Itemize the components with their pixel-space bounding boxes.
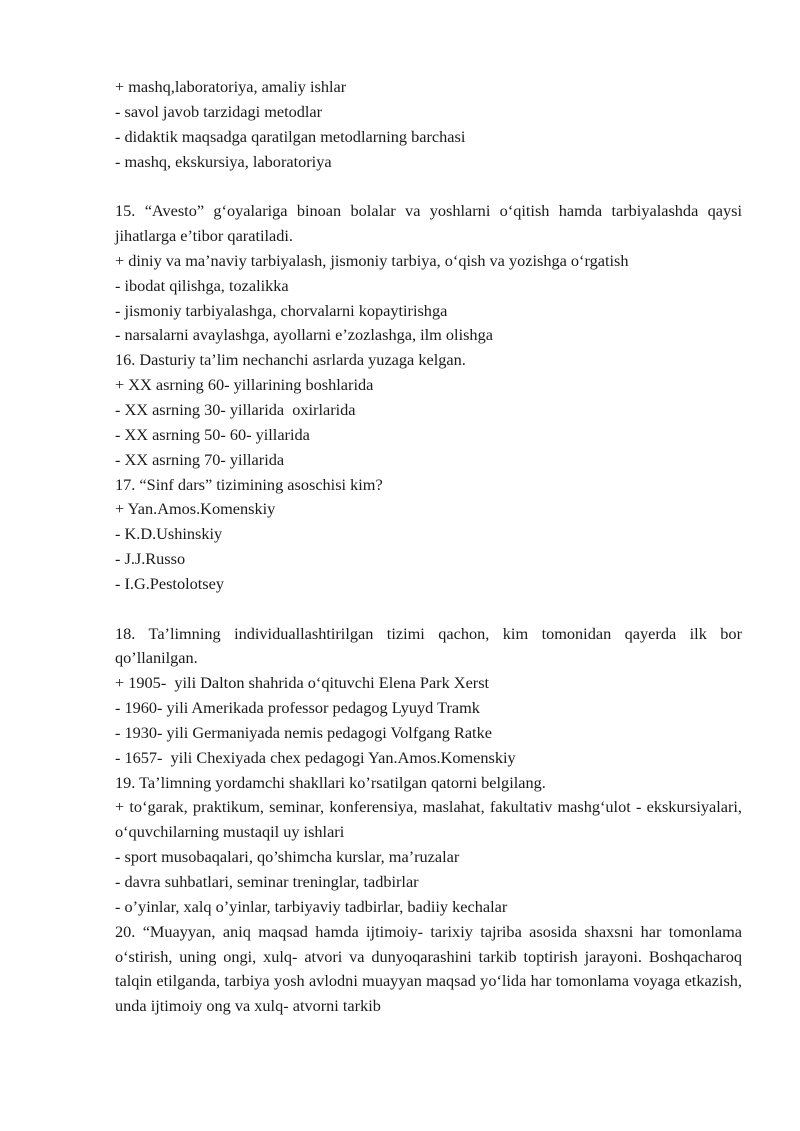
answer-option: - ibodat qilishga, tozalikka [115, 275, 289, 295]
answer-option: - didaktik maqsadga qaratilgan metodlarning barchasi [115, 126, 466, 146]
answer-option-correct: + diniy va ma’naviy tarbiyalash, jismoniy tarbiya, oʻqish va yozishga oʻrgatish [115, 250, 629, 270]
question-text: 19. Ta’limning yordamchi shakllari ko’rsatilgan qatorni belgilang. [115, 772, 546, 792]
question-17 [115, 473, 742, 597]
question-15 [115, 199, 742, 348]
question-16 [115, 348, 742, 472]
question-text: 20. “Muayyan, aniq maqsad hamda ijtimoiy- tarixiy tajriba asosida shaxsni har tomonlama oʻstirish, uning ongi, xulq- atvori va dunyoqarashini tarkib toptirish jarayoni. Boshqacharoq talqin etilganda, tarbiya yosh avlodni muayyan maqsad yoʻlida har tomonlama voyaga etkazish, unda ijtimoiy ong va xulq- atvorni tarkib [115, 921, 742, 1016]
question-text: 16. Dasturiy ta’lim nechanchi asrlarda yuzaga kelgan. [115, 350, 466, 370]
answer-option: - jismoniy tarbiyalashga, chorvalarni kopaytirishga [115, 300, 448, 320]
answer-option-correct: + 1905- yili Dalton shahrida oʻqituvchi Elena Park Xerst [115, 673, 490, 693]
answer-option: - 1657- yili Chexiyada chex pedagogi Yan.Amos.Komenskiy [115, 747, 516, 767]
answer-option-correct: + Yan.Amos.Komenskiy [115, 499, 276, 519]
question-text: 15. “Avesto” gʻoyalariga binoan bolalar va yoshlarni oʻqitish hamda tarbiyalashda qaysi jihatlarga e’tibor qaratiladi. [115, 201, 742, 246]
answer-option: - XX asrning 30- yillarida oxirlarida [115, 399, 356, 419]
answer-option: - J.J.Russo [115, 549, 186, 569]
answer-option-correct: + toʻgarak, praktikum, seminar, konferensiya, maslahat, fakultativ mashgʻulot - ekskursiyalari, oʻquvchilarning mustaqil uy ishlari [115, 797, 742, 842]
answer-option: - savol javob tarzidagi metodlar [115, 101, 323, 121]
blank-line [115, 597, 742, 622]
answer-option: - 1930- yili Germaniyada nemis pedagogi Volfgang Ratke [115, 722, 492, 742]
answer-option: - o’yinlar, xalq o’yinlar, tarbiyaviy tadbirlar, badiiy kechalar [115, 896, 508, 916]
question-14-options [115, 75, 742, 174]
question-text: 17. “Sinf dars” tizimining asoschisi kim? [115, 474, 383, 494]
question-text: 18. Ta’limning individuallashtirilgan tizimi qachon, kim tomonidan qayerda ilk bor qo’llanilgan. [115, 623, 742, 668]
question-20 [115, 920, 742, 1019]
question-19 [115, 771, 742, 920]
answer-option-correct: + mashq,laboratoriya, amaliy ishlar [115, 77, 347, 96]
document-body [115, 75, 742, 1019]
answer-option-correct: + XX asrning 60- yillarining boshlarida [115, 375, 374, 395]
answer-option: - I.G.Pestolotsey [115, 573, 224, 593]
answer-option: - davra suhbatlari, seminar treninglar, tadbirlar [115, 872, 419, 891]
answer-option: - K.D.Ushinskiy [115, 524, 223, 544]
answer-option: - sport musobaqalari, qo’shimcha kurslar, ma’ruzalar [115, 847, 460, 867]
answer-option: - 1960- yili Amerikada professor pedagog Lyuyd Tramk [115, 698, 480, 718]
answer-option: - XX asrning 50- 60- yillarida [115, 424, 310, 444]
answer-option: - narsalarni avaylashga, ayollarni e’zozlashga, ilm olishga [115, 325, 493, 345]
question-18 [115, 622, 742, 771]
answer-option: - mashq, ekskursiya, laboratoriya [115, 151, 332, 171]
blank-line [115, 174, 742, 199]
answer-option: - XX asrning 70- yillarida [115, 449, 285, 469]
